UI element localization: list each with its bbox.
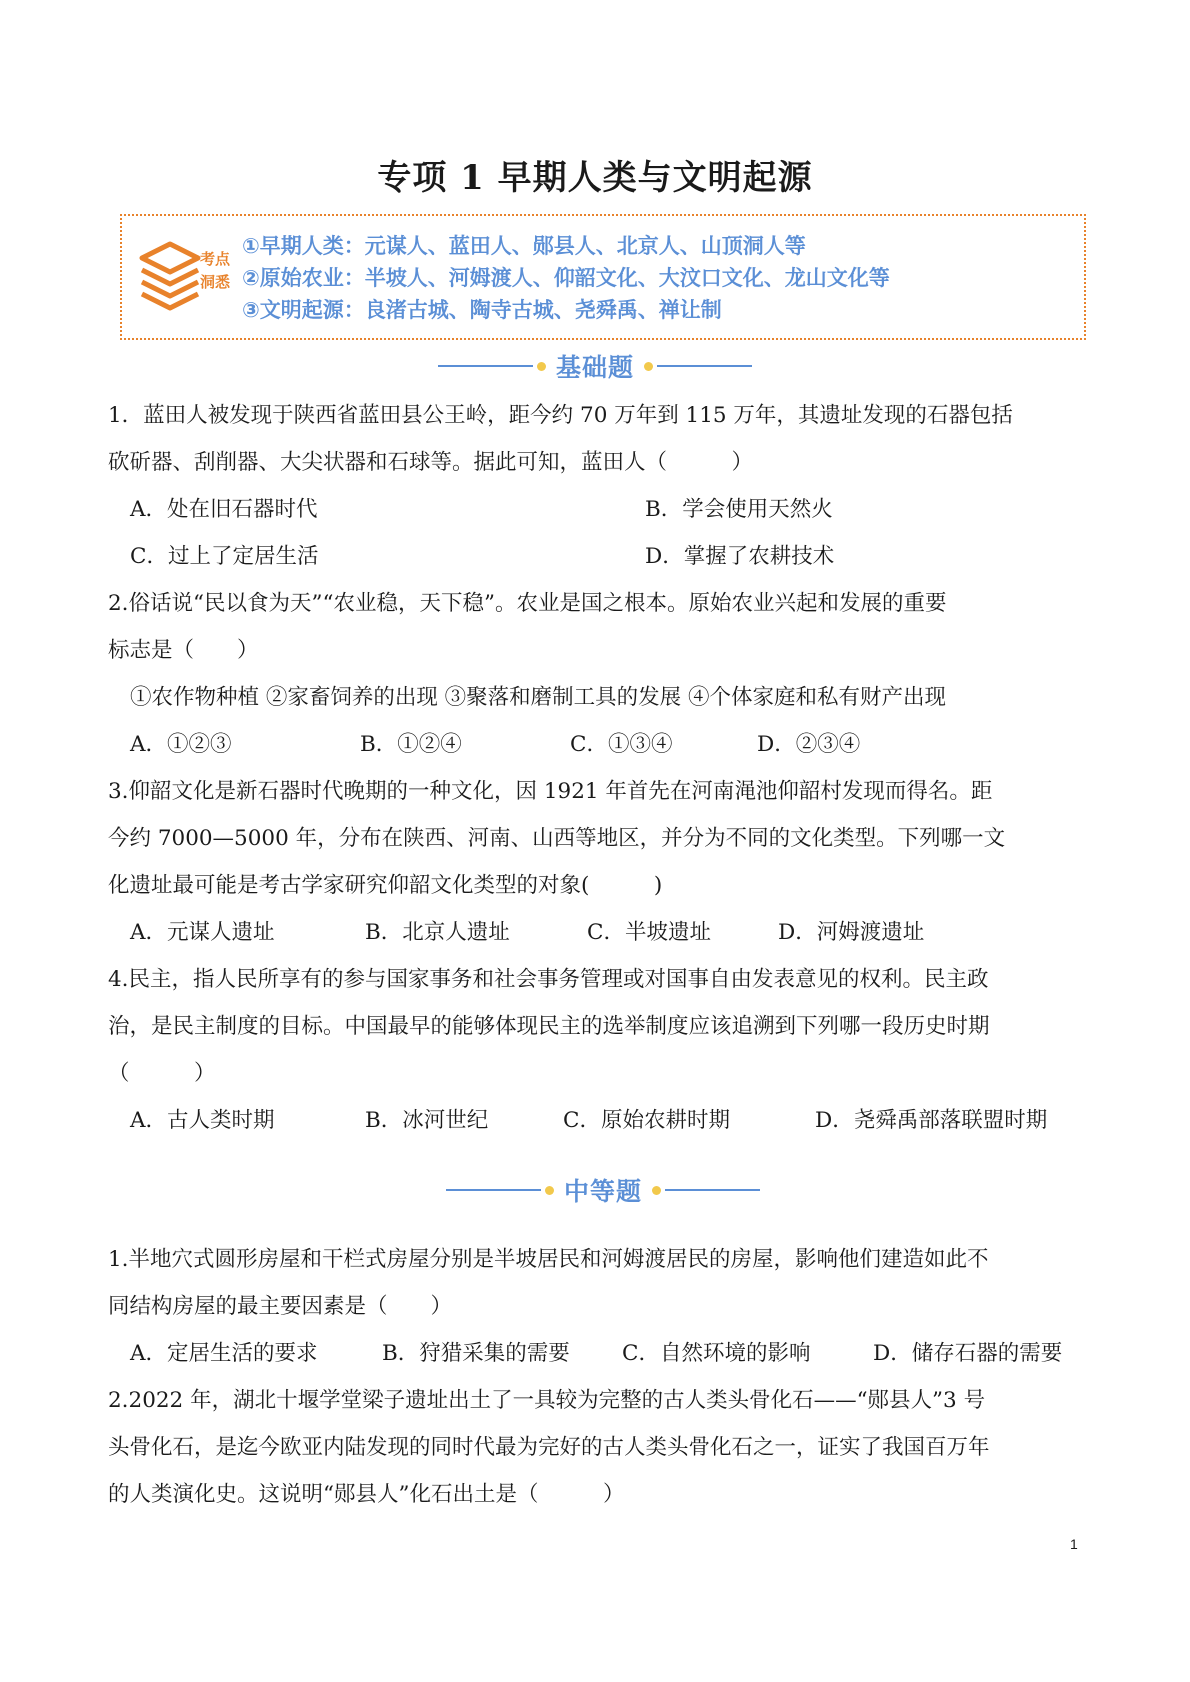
heading-rule-right <box>657 365 752 367</box>
option-d: D．河姆渡遗址 <box>778 920 925 945</box>
key-point-item: ①早期人类：元谋人、蓝田人、郧县人、北京人、山顶洞人等 <box>242 234 806 258</box>
key-points-label-line2: 洞悉 <box>200 273 231 291</box>
stem-line: 3.仰韶文化是新石器时代晚期的一种文化，因 1921 年首先在河南渑池仰韶村发现而得名。距 <box>108 779 993 804</box>
option-d: D．储存石器的需要 <box>873 1341 1063 1366</box>
stem-line: 1．蓝田人被发现于陕西省蓝田县公王岭，距今约 70 万年到 115 万年，其遗址发现的石器包括 <box>108 403 1013 428</box>
option-a: A．元谋人遗址 <box>130 920 275 945</box>
key-point-item: ③文明起源：良渚古城、陶寺古城、尧舜禹、禅让制 <box>242 298 722 322</box>
heading-dot-right <box>644 362 653 371</box>
option-c: C．半坡遗址 <box>587 920 711 945</box>
option-b: B．狩猎采集的需要 <box>382 1341 570 1366</box>
page-title: 专项 1 早期人类与文明起源 <box>377 158 813 198</box>
heading-dot-right <box>652 1186 661 1195</box>
stem-line: （ ） <box>108 1061 216 1086</box>
stem-line: 的人类演化史。这说明“郧县人”化石出土是（ ） <box>108 1482 625 1507</box>
key-points-list <box>242 230 890 326</box>
stem-line: 治，是民主制度的目标。中国最早的能够体现民主的选举制度应该追溯到下列哪一段历史时期 <box>108 1014 990 1039</box>
question-stem <box>108 580 1086 674</box>
option-b: B．学会使用天然火 <box>645 497 833 522</box>
option-d: D．掌握了农耕技术 <box>645 544 835 569</box>
stem-line: 4.民主，指人民所享有的参与国家事务和社会事务管理或对国事自由发表意见的权利。民主政 <box>108 967 989 992</box>
heading-rule-left <box>438 365 533 367</box>
stem-line: 今约 7000—5000 年，分布在陕西、河南、山西等地区，并分为不同的文化类型。下列哪一文 <box>108 826 1006 851</box>
option-b: B．冰河世纪 <box>365 1108 489 1133</box>
stem-line: 标志是（ ） <box>108 638 259 663</box>
key-points-box <box>120 214 1086 340</box>
option-d: D．②③④ <box>757 732 861 757</box>
section-heading-basic <box>0 348 1190 384</box>
heading-dot-left <box>545 1186 554 1195</box>
option-c: C．原始农耕时期 <box>563 1108 730 1133</box>
page-number: 1 <box>1070 1536 1078 1552</box>
section-heading-medium <box>8 1172 1190 1208</box>
option-b: B．①②④ <box>360 732 462 757</box>
heading-rule-left <box>446 1189 541 1191</box>
option-c: C．①③④ <box>570 732 673 757</box>
section-heading-text: 中等题 <box>563 1177 642 1206</box>
question-stem <box>108 956 1086 1097</box>
section-heading-text: 基础题 <box>555 353 634 382</box>
option-a: A．处在旧石器时代 <box>130 497 318 522</box>
stem-line: 同结构房屋的最主要因素是（ ） <box>108 1294 453 1319</box>
option-d: D．尧舜禹部落联盟时期 <box>815 1108 1048 1133</box>
stem-line: 2.俗话说“民以食为天”“农业稳，天下稳”。农业是国之根本。原始农业兴起和发展的重要 <box>108 591 947 616</box>
stem-line: 砍斫器、刮削器、大尖状器和石球等。据此可知，蓝田人（ ） <box>108 450 754 475</box>
heading-rule-right <box>665 1189 760 1191</box>
option-c: C．自然环境的影响 <box>622 1341 811 1366</box>
option-c: C．过上了定居生活 <box>130 544 319 569</box>
question-stem <box>108 768 1086 909</box>
question-stem <box>108 1236 1086 1330</box>
key-points-label <box>200 248 240 294</box>
stem-line: 2.2022 年，湖北十堰学堂梁子遗址出土了一具较为完整的古人类头骨化石——“郧县人”3 号 <box>108 1388 986 1413</box>
stem-line: 化遗址最可能是考古学家研究仰韶文化类型的对象( ) <box>108 873 663 898</box>
option-b: B．北京人遗址 <box>365 920 510 945</box>
key-points-label-line1: 考点 <box>200 250 231 268</box>
question-items: ①农作物种植 ②家畜饲养的出现 ③聚落和磨制工具的发展 ④个体家庭和私有财产出现 <box>130 685 947 710</box>
option-a: A．①②③ <box>130 732 232 757</box>
question-stem <box>108 1377 1086 1518</box>
option-a: A．古人类时期 <box>130 1108 275 1133</box>
option-a: A．定居生活的要求 <box>130 1341 318 1366</box>
key-point-item: ②原始农业：半坡人、河姆渡人、仰韶文化、大汶口文化、龙山文化等 <box>242 266 890 290</box>
stem-line: 头骨化石，是迄今欧亚内陆发现的同时代最为完好的古人类头骨化石之一，证实了我国百万年 <box>108 1435 990 1460</box>
stem-line: 1.半地穴式圆形房屋和干栏式房屋分别是半坡居民和河姆渡居民的房屋，影响他们建造如此不 <box>108 1247 989 1272</box>
question-stem <box>108 392 1086 486</box>
heading-dot-left <box>537 362 546 371</box>
